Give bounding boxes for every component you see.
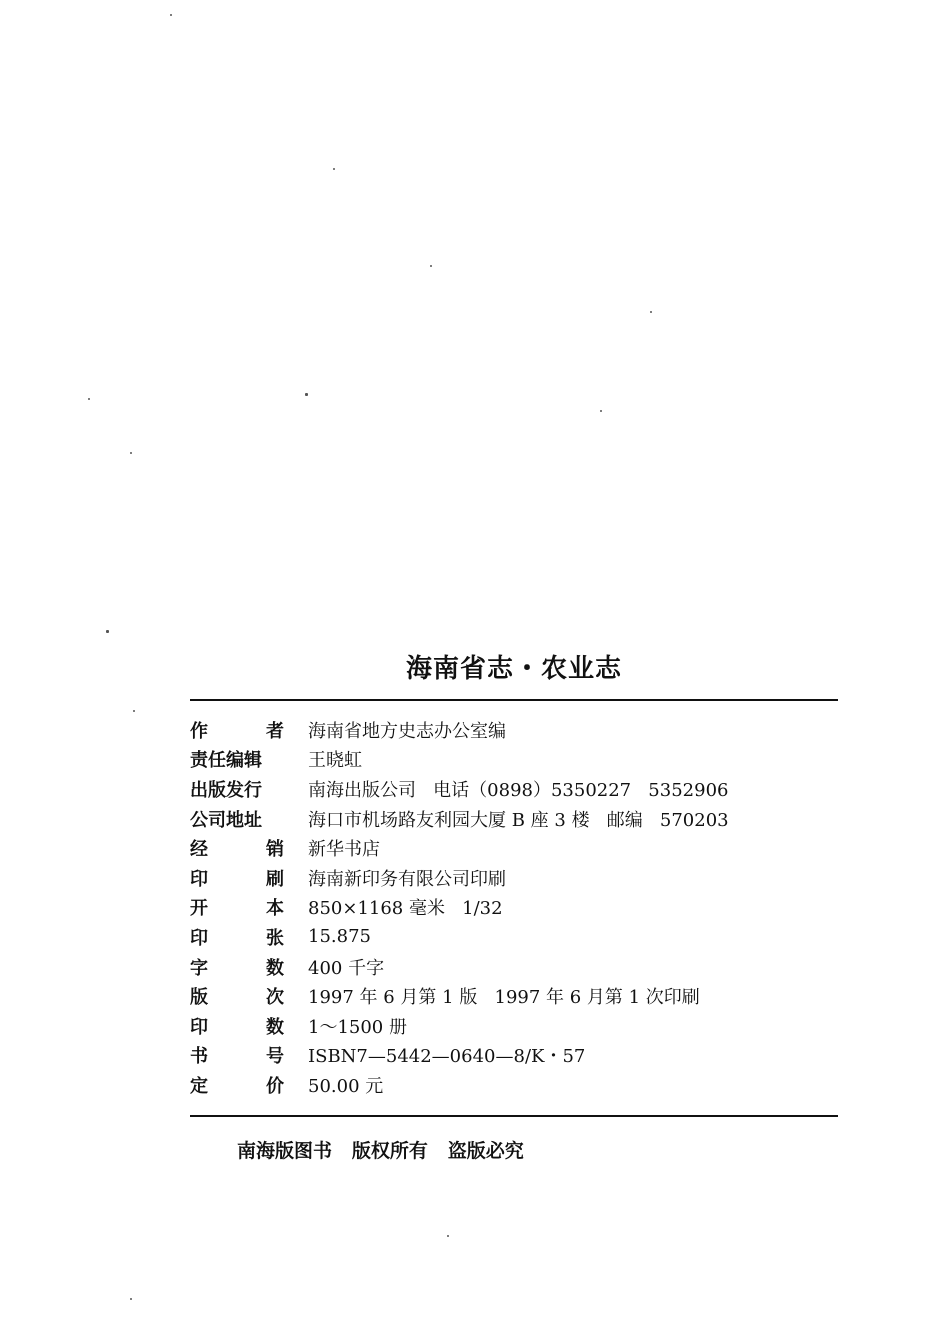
colophon-label-text: 印 <box>190 1016 208 1038</box>
colophon-label-text: 者 <box>266 720 284 742</box>
colophon-label <box>190 954 284 980</box>
colophon-row <box>190 863 850 893</box>
colophon-label <box>190 1013 284 1039</box>
colophon-label-text: 作 <box>190 720 208 742</box>
colophon-label-text: 号 <box>266 1046 284 1068</box>
colophon-value: 1～1500 册 <box>308 1016 407 1038</box>
scan-speck <box>133 710 135 712</box>
colophon-label <box>190 894 284 920</box>
colophon-row <box>190 952 850 982</box>
colophon-value: 1997 年 6 月第 1 版 1997 年 6 月第 1 次印刷 <box>308 987 700 1009</box>
colophon-label <box>190 717 284 743</box>
colophon-label-text: 价 <box>266 1075 284 1097</box>
colophon-label <box>190 806 284 832</box>
colophon-label-text: 印 <box>190 927 208 949</box>
book-title: 海南省志・农业志 <box>405 654 622 684</box>
colophon-label-text: 次 <box>266 987 284 1009</box>
colophon-label <box>190 776 284 802</box>
colophon-table <box>190 715 850 1100</box>
colophon-label <box>190 1072 284 1098</box>
colophon-label-text: 印 <box>190 868 208 890</box>
colophon-label <box>190 865 284 891</box>
colophon-value: 王晓虹 <box>308 750 362 772</box>
colophon-label <box>190 924 284 950</box>
colophon-row <box>190 1070 850 1100</box>
colophon-row <box>190 981 850 1011</box>
colophon-label-text: 销 <box>266 839 284 861</box>
scan-speck <box>88 398 90 400</box>
colophon-row <box>190 1011 850 1041</box>
colophon-value: ISBN7—5442—0640—8/K・57 <box>308 1046 586 1068</box>
colophon-value: 400 千字 <box>308 957 385 979</box>
colophon-value: 海南省地方史志办公室编 <box>308 720 506 742</box>
colophon-row <box>190 833 850 863</box>
colophon-value: 新华书店 <box>308 839 380 861</box>
colophon-value: 南海出版公司 电话（0898）5350227 5352906 <box>308 779 729 801</box>
colophon-value: 850×1168 毫米 1/32 <box>308 898 503 920</box>
scan-speck <box>600 410 602 412</box>
colophon-label-text: 责任编辑 <box>190 750 262 772</box>
colophon-row <box>190 893 850 923</box>
colophon-label <box>190 835 284 861</box>
colophon-label <box>190 746 284 772</box>
colophon-row <box>190 1041 850 1071</box>
scan-speck <box>447 1235 449 1237</box>
colophon-label-text: 定 <box>190 1075 208 1097</box>
colophon-label-text: 数 <box>266 957 284 979</box>
scan-speck <box>170 14 172 16</box>
colophon-row <box>190 745 850 775</box>
bottom-rule <box>190 1115 838 1117</box>
colophon-value: 海南新印务有限公司印刷 <box>308 868 506 890</box>
colophon-label-text: 出版发行 <box>190 779 262 801</box>
top-rule <box>190 699 838 701</box>
copyright-notice: 南海版图书 版权所有 盗版必究 <box>237 1140 524 1162</box>
colophon-label-text: 张 <box>266 927 284 949</box>
colophon-label-text: 版 <box>190 987 208 1009</box>
colophon-label <box>190 983 284 1009</box>
colophon-row <box>190 715 850 745</box>
colophon-label-text: 开 <box>190 898 208 920</box>
colophon-label-text: 本 <box>266 898 284 920</box>
colophon-label-text: 字 <box>190 957 208 979</box>
colophon-label-text: 书 <box>190 1046 208 1068</box>
colophon-value: 海口市机场路友利园大厦 B 座 3 楼 邮编 570203 <box>308 809 729 831</box>
colophon-row <box>190 804 850 834</box>
colophon-value: 15.875 <box>308 926 371 948</box>
scan-speck <box>130 452 132 454</box>
colophon-label-text: 经 <box>190 839 208 861</box>
colophon-row <box>190 922 850 952</box>
colophon-label-text: 公司地址 <box>190 809 262 831</box>
scan-speck <box>106 630 109 633</box>
colophon-label-text: 刷 <box>266 868 284 890</box>
scan-speck <box>430 265 432 267</box>
scan-speck <box>130 1298 132 1300</box>
colophon-label-text: 数 <box>266 1016 284 1038</box>
colophon-value: 50.00 元 <box>308 1075 384 1097</box>
colophon-label <box>190 1042 284 1068</box>
scan-speck <box>333 168 335 170</box>
colophon-row <box>190 774 850 804</box>
scan-speck <box>305 393 308 396</box>
scan-speck <box>650 311 652 313</box>
